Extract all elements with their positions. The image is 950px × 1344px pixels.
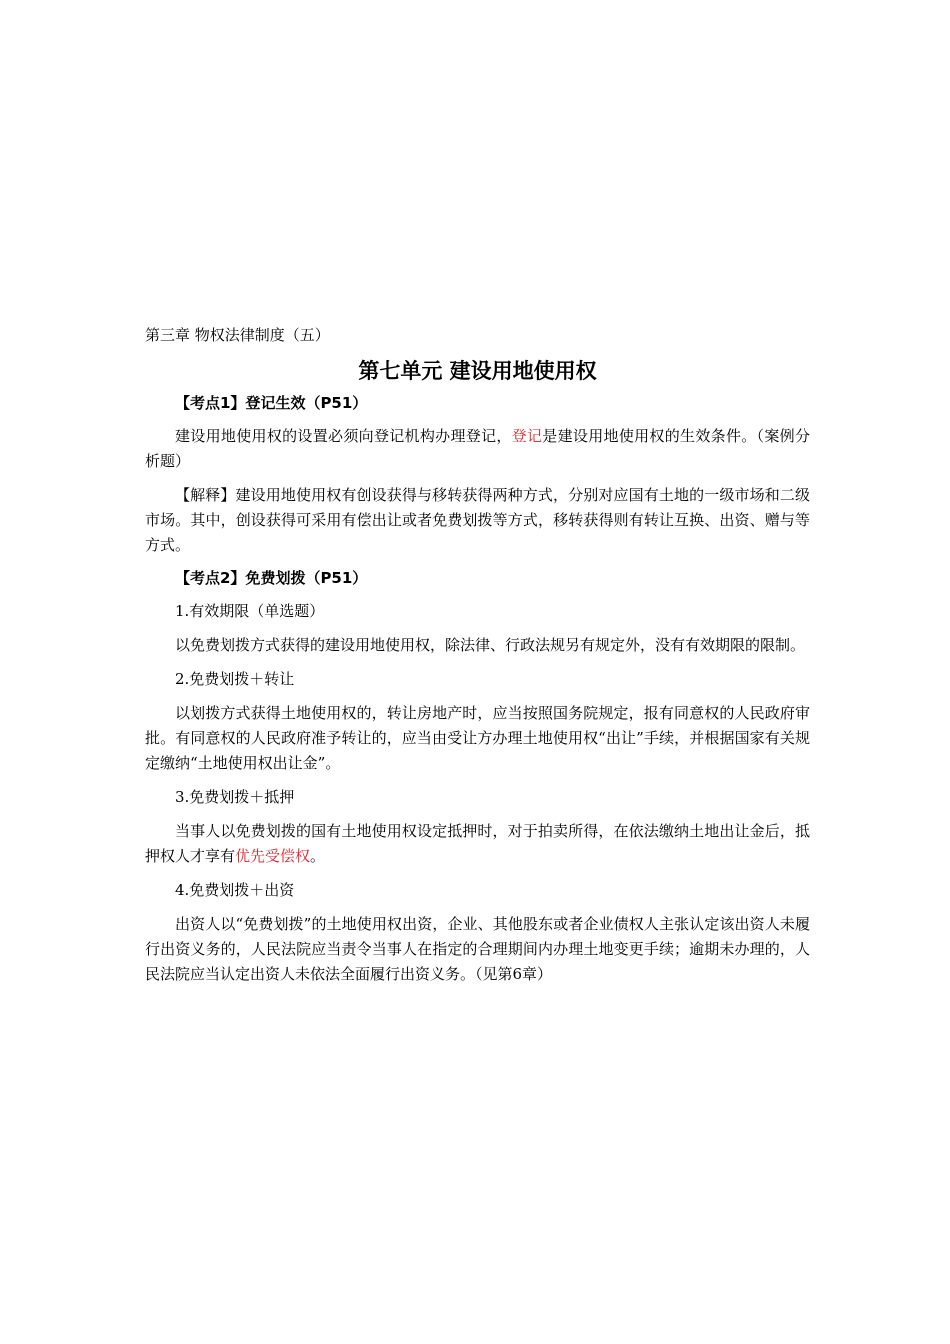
section1-text: 以免费划拨方式获得的建设用地使用权，除法律、行政法规另有规定外，没有有效期限的限制。 [175, 636, 806, 654]
point1-explanation: 【解释】建设用地使用权有创设获得与移转获得两种方式，分别对应国有土地的一级市场和二级市场。其中，创设获得可采用有偿出让或者免费划拨等方式，移转获得则有转让互换、出资、赠与等方式。 [145, 486, 810, 554]
section2-text: 以划拨方式获得土地使用权的，转让房地产时，应当按照国务院规定，报有同意权的人民政府审批。有同意权的人民政府准予转让的，应当由受让方办理土地使用权“出让”手续，并根据国家有关规定缴纳“土地使用权出让金”。 [145, 704, 810, 772]
unit-title: 第七单元 建设用地使用权 [358, 359, 597, 383]
point2-heading: 【考点2】免费划拨（P51） [175, 569, 368, 587]
section3-emphasis: 优先受偿权 [235, 847, 311, 865]
point1-heading: 【考点1】登记生效（P51） [175, 394, 368, 412]
point1-emphasis: 登记 [511, 427, 543, 445]
section4-title: 4.免费划拨＋出资 [175, 881, 295, 899]
chapter-title: 第三章 物权法律制度（五） [145, 326, 330, 344]
point1-paragraph [145, 424, 810, 474]
section2-title: 2.免费划拨＋转让 [175, 670, 295, 688]
section4-text: 出资人以“免费划拨”的土地使用权出资，企业、其他股东或者企业债权人主张认定该出资人未履行出资义务的，人民法院应当责令当事人在指定的合理期间内办理土地变更手续；逾期未办理的，人民法院应当认定出资人未依法全面履行出资义务。（见第6章） [145, 915, 810, 983]
point1-text-a: 建设用地使用权的设置必须向登记机构办理登记， [175, 427, 512, 445]
point1-text-b: 是建设用地使用权的生效条件。（案例分析题） [145, 427, 810, 470]
document-page [145, 324, 810, 996]
section3-text-a: 当事人以免费划拨的国有土地使用权设定抵押时，对于拍卖所得，在依法缴纳土地出让金后，抵押权人才享有 [145, 822, 810, 865]
section1-title: 1.有效期限（单选题） [175, 602, 325, 620]
section3-text-b: 。 [310, 847, 326, 865]
section3-title: 3.免费划拨＋抵押 [175, 788, 295, 806]
section3-text [145, 819, 810, 869]
